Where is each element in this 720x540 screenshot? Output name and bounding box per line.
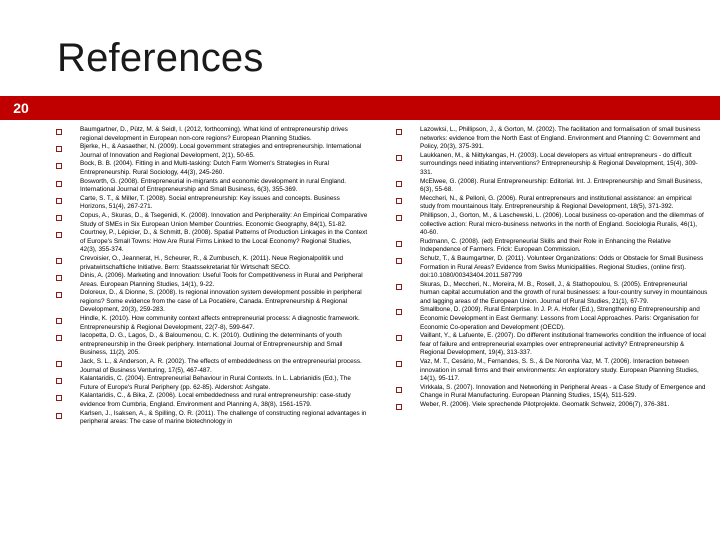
square-bullet-icon xyxy=(56,232,62,238)
slide-number: 20 xyxy=(0,96,42,120)
square-bullet-icon xyxy=(56,292,62,298)
reference-text: Hindle, K. (2010). How community context affects entrepreneurial process: A diagnostic framework. Entrepreneurship & Regional Development, 22(7-8), 599-647. xyxy=(80,315,360,331)
reference-item xyxy=(396,152,708,178)
reference-text: Schulz, T., & Baumgartner, D. (2011). Volunteer Organizations: Odds or Obstacle for Small Business Formation in Rural Areas? Evidence from Swiss Municipalities. Regional Studies, (online first). doi:10.1080/00343404.2011.587799 xyxy=(420,254,704,280)
reference-text: Dinis, A. (2006). Marketing and Innovation: Useful Tools for Competitiveness in Rural and Peripheral Areas. European Planning Studies, 14(1), 9-22. xyxy=(80,272,363,288)
square-bullet-icon xyxy=(56,335,62,341)
square-bullet-icon xyxy=(396,155,402,161)
square-bullet-icon xyxy=(396,215,402,221)
reference-item xyxy=(56,229,368,255)
page-title: References xyxy=(57,36,264,80)
square-bullet-icon xyxy=(56,198,62,204)
reference-item xyxy=(396,238,708,255)
reference-text: Vaillant, Y., & Lafuente, E. (2007). Do different institutional frameworks condition the influence of local fear of failure and entrepreneurial examples over entrepreneurial activity? Entrepreneurship & Regional Development, 19(4), 313-337. xyxy=(420,332,706,357)
reference-item xyxy=(56,178,368,195)
references-left-column xyxy=(56,126,368,427)
reference-text: Karlsen, J., Isaksen, A., & Spilling, O. R. (2011). The challenge of constructing regional advantages in peripheral areas: The case of marine biotechnology in xyxy=(80,409,367,426)
reference-item xyxy=(56,143,368,160)
reference-item xyxy=(396,281,708,307)
reference-text: Bosworth, G. (2008). Entrepreneurial in-migrants and economic development in rural England. International Journal of Entrepreneurship and Small Business, 6(3), 355-369. xyxy=(80,177,347,194)
square-bullet-icon xyxy=(396,404,402,410)
reference-item xyxy=(396,212,708,238)
reference-item xyxy=(396,358,708,384)
reference-text: Kalantaridis, C. (2004). Entrepreneurial Behaviour in Rural Contexts. In L. Labrianidis (Ed.), The Future of Europe's Rural Periphery (pp. 62-85). Aldershot: Ashgate. xyxy=(80,375,351,391)
reference-text: Crevoisier, O., Jeannerat, H., Scheurer, R., & Zumbusch, K. (2011). Neue Regionalpolitik und privatwirtschaftliche Initiative. Bern: Staatssekretariat für Wirtschaft SECO. xyxy=(80,254,344,271)
reference-text: Doloreux, D., & Dionne, S. (2008). Is regional innovation system development possible in peripheral regions? Some evidence from the case of La Pocatière, Canada. Entrepreneurship & Regional Development, 20(3), 259-283. xyxy=(80,289,362,314)
square-bullet-icon xyxy=(56,395,62,401)
reference-text: Vaz, M. T., Cesário, M., Fernandes, S. S., & De Noronha Vaz, M. T. (2006). Interaction between innovation in small firms and their environments: An exploratory study. European Planning Studies, 14(1), 95-117. xyxy=(420,358,699,383)
square-bullet-icon xyxy=(56,413,62,419)
square-bullet-icon xyxy=(56,146,62,152)
reference-item xyxy=(56,160,368,177)
reference-text: Carte, S. T., & Miller, T. (2008). Social entrepreneurship: Key issues and concepts. Business Horizons, 51(4), 267-271. xyxy=(80,194,340,211)
square-bullet-icon xyxy=(56,378,62,384)
square-bullet-icon xyxy=(396,198,402,204)
reference-text: Meccheri, N., & Pelloni, G. (2006). Rural entrepreneurs and institutional assistance: an empirical study from mountainous Italy. Entrepreneurship & Regional Development, 18(5), 371-392. xyxy=(420,194,692,211)
reference-item xyxy=(396,255,708,281)
reference-item xyxy=(396,401,708,410)
reference-item xyxy=(396,126,708,152)
reference-item xyxy=(56,315,368,332)
square-bullet-icon xyxy=(56,361,62,367)
square-bullet-icon xyxy=(396,129,402,135)
references-right-column xyxy=(396,126,708,410)
reference-text: Smallbone, D. (2009). Rural Enterprise. In J. P. A. Hofer (Ed.), Strengthening Entrepreneurship and Economic Development in East Germany: Lessons from Local Approaches. Paris: Organisation for Economic Co-operation and Development (OECD). xyxy=(420,306,700,331)
reference-item xyxy=(56,392,368,409)
square-bullet-icon xyxy=(56,181,62,187)
reference-item xyxy=(396,332,708,358)
reference-item xyxy=(396,306,708,332)
reference-item xyxy=(56,272,368,289)
reference-item xyxy=(56,255,368,272)
reference-text: Laukkanen, M., & Niittykangas, H. (2003). Local developers as virtual entrepreneurs - do difficult surroundings need initiating interventions? Entrepreneurship & Regional Development, 15(4), 309-331. xyxy=(420,151,698,176)
reference-text: Skuras, D., Meccheri, N., Moreira, M. B., Rosell, J., & Stathopoulou, S. (2005). Entrepreneurial human capital accumulation and the growth of rural businesses: a four-country survey in mountainous and lagging areas of the European Union. Journal of Rural Studies, 21(1), 67-79. xyxy=(420,280,708,305)
square-bullet-icon xyxy=(56,215,62,221)
reference-text: Phillipson, J., Gorton, M., & Laschewski, L. (2006). Local business co-operation and the dilemmas of collective action: Rural micro-business networks in the north of England. Sociologia Ruralis, 46(1), 40-60. xyxy=(420,211,704,237)
square-bullet-icon xyxy=(396,335,402,341)
reference-item xyxy=(56,289,368,315)
reference-text: Bock, B. B. (2004). Fitting in and Multi-tasking: Dutch Farm Women's Strategies in Rural Entrepreneurship. Rural Sociology, 44(3), 245-260. xyxy=(80,160,330,176)
square-bullet-icon xyxy=(396,258,402,264)
square-bullet-icon xyxy=(56,318,62,324)
reference-text: McElwee, G. (2008). Rural Entrepreneurship: Editorial. Int. J. Entrepreneurship and Small Business, 6(3), 55-68. xyxy=(420,177,703,194)
square-bullet-icon xyxy=(56,129,62,135)
title-bar xyxy=(0,96,720,120)
reference-item xyxy=(396,195,708,212)
reference-item xyxy=(396,384,708,401)
square-bullet-icon xyxy=(396,284,402,290)
square-bullet-icon xyxy=(56,163,62,169)
reference-text: Baumgartner, D., Pütz, M. & Seidl, I. (2012, forthcoming). What kind of entrepreneurship drives regional development in European non-core regions? European Planning Studies. xyxy=(80,126,348,142)
reference-text: Jack, S. L., & Anderson, A. R. (2002). The effects of embeddedness on the entrepreneurial process. Journal of Business Venturing, 17(5), 467-487. xyxy=(80,358,362,374)
reference-item xyxy=(56,410,368,427)
reference-text: Lazowksi, L., Phillipson, J., & Gorton, M. (2002). The facilitation and formalisation of small business networks: evidence from the North East of England. Environment and Planning C: Government and Policy, 20(3), 375-391. xyxy=(420,126,701,151)
square-bullet-icon xyxy=(396,387,402,393)
reference-item xyxy=(56,195,368,212)
reference-item xyxy=(56,375,368,392)
square-bullet-icon xyxy=(396,361,402,367)
reference-text: Iacopetta, D. G., Lagos, D., & Baloumenou, C. K. (2010). Outlining the determinants of youth entrepreneurship in the Greek periphery. International Journal of Entrepreneurship and Small Business, 11(2), 205. xyxy=(80,332,343,357)
reference-item xyxy=(56,358,368,375)
reference-item xyxy=(56,332,368,358)
reference-text: Copus, A., Skuras, D., & Tsegenidi, K. (2008). Innovation and Peripherality: An Empirical Comparative Study of SMEs in Six European Union Member Countries. Economic Geography, 84(1), 51-82. xyxy=(80,211,368,228)
square-bullet-icon xyxy=(56,258,62,264)
square-bullet-icon xyxy=(56,275,62,281)
square-bullet-icon xyxy=(396,241,402,247)
reference-item xyxy=(56,126,368,143)
square-bullet-icon xyxy=(396,309,402,315)
reference-item xyxy=(396,178,708,195)
reference-text: Bjerke, H., & Aasaether, N. (2009). Local government strategies and entrepreneurship. International Journal of Innovation and Regional Development, 2(1), 50-65. xyxy=(80,143,362,159)
reference-text: Kalantaridis, C., & Bika, Z. (2006). Local embeddedness and rural entrepreneurship: case-study evidence from Cumbria, England. Environment and Planning A, 38(8), 1561-1579. xyxy=(80,392,351,408)
square-bullet-icon xyxy=(396,181,402,187)
reference-text: Courtney, P., Lépicier, D., & Schmitt, B. (2008). Spatial Patterns of Production Linkages in the Context of Europe's Small Towns: How Are Rural Firms Linked to the Local Economy? Regional Studies, 42(3), 355-374. xyxy=(80,229,368,254)
reference-text: Weber, R. (2006). Viele sprechende Pilotprojekte. Geomatik Schweiz, 2006(7), 376-381. xyxy=(420,401,670,408)
reference-item xyxy=(56,212,368,229)
reference-text: Rudmann, C. (2008). (ed) Entrepreneurial Skills and their Role in Enhancing the Relative Independence of Farmers. Frick: European Commission. xyxy=(420,237,671,254)
reference-text: Virkkala, S. (2007). Innovation and Networking in Peripheral Areas - a Case Study of Emergence and Change in Rural Manufacturing. European Planning Studies, 15(4), 511-529. xyxy=(420,383,706,400)
